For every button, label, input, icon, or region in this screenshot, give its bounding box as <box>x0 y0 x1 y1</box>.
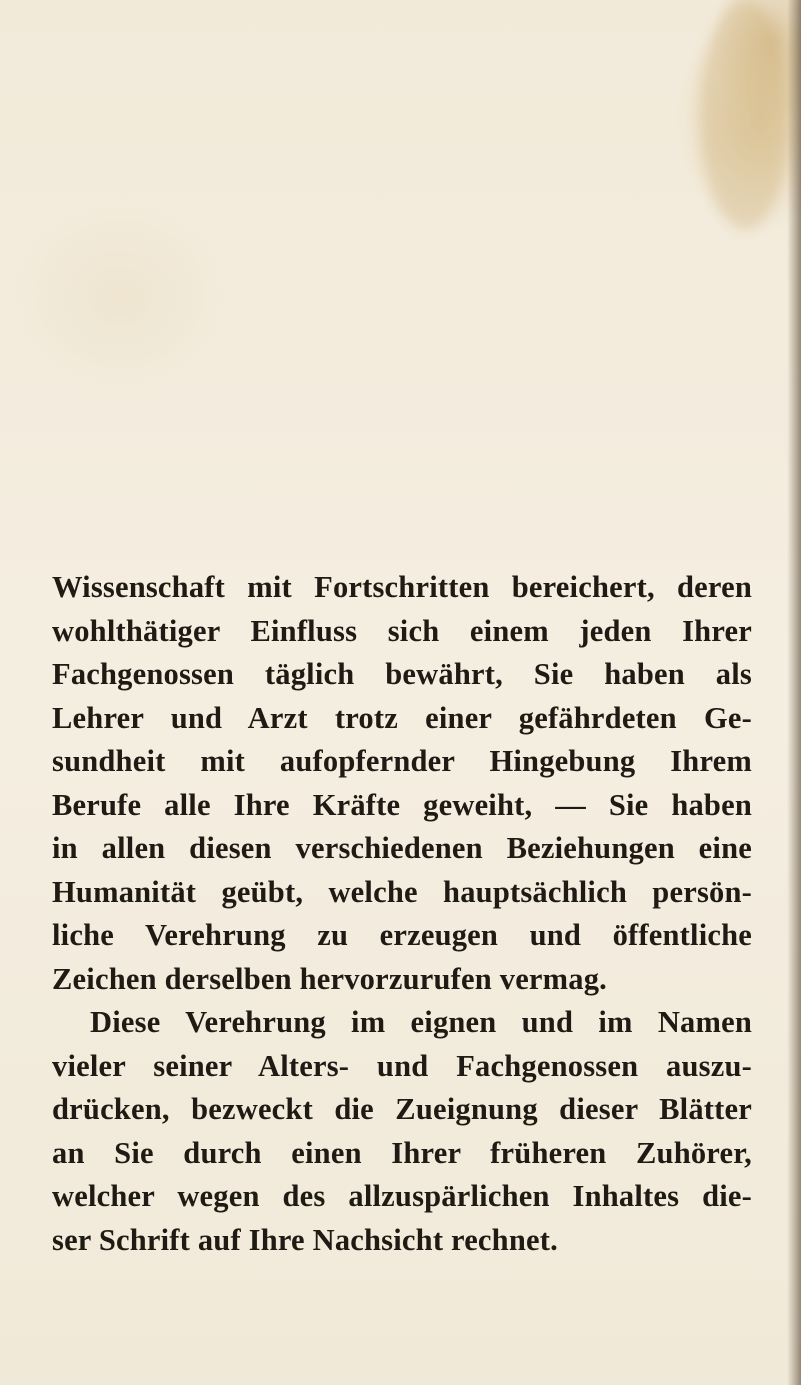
text-line: liche Verehrung zu erzeugen und öffentliche <box>52 918 752 952</box>
text-line: Humanität geübt, welche hauptsächlich persön- <box>52 874 752 909</box>
text-line: in allen diesen verschiedenen Beziehungen eine <box>52 831 752 865</box>
text-line: Berufe alle Ihre Kräfte geweiht, — Sie haben <box>52 787 752 822</box>
paper-stain-top-right <box>700 0 790 230</box>
text-line: Fachgenossen täglich bewährt, Sie haben als <box>52 657 752 691</box>
text-line: wohlthätiger Einfluss sich einem jeden Ihrer <box>52 613 752 648</box>
text-line: Zeichen derselben hervorzurufen vermag. <box>52 961 607 996</box>
text-line: Diese Verehrung im eignen und im Namen <box>90 1005 752 1039</box>
text-line: ser Schrift auf Ihre Nachsicht rechnet. <box>52 1222 558 1257</box>
text-line: welcher wegen des allzuspärlichen Inhaltes die- <box>52 1179 752 1213</box>
page-text <box>52 566 752 1262</box>
text-line: Lehrer und Arzt trotz einer gefährdeten Ge- <box>52 700 752 735</box>
page-edge-shadow <box>787 0 801 1385</box>
text-line: vieler seiner Alters- und Fachgenossen auszu- <box>52 1048 752 1083</box>
text-line: an Sie durch einen Ihrer früheren Zuhörer, <box>52 1135 752 1170</box>
text-line: Wissenschaft mit Fortschritten bereichert, deren <box>52 570 752 604</box>
text-line: sundheit mit aufopfernder Hingebung Ihrem <box>52 744 752 778</box>
text-line: drücken, bezweckt die Zueignung dieser Blätter <box>52 1092 752 1126</box>
